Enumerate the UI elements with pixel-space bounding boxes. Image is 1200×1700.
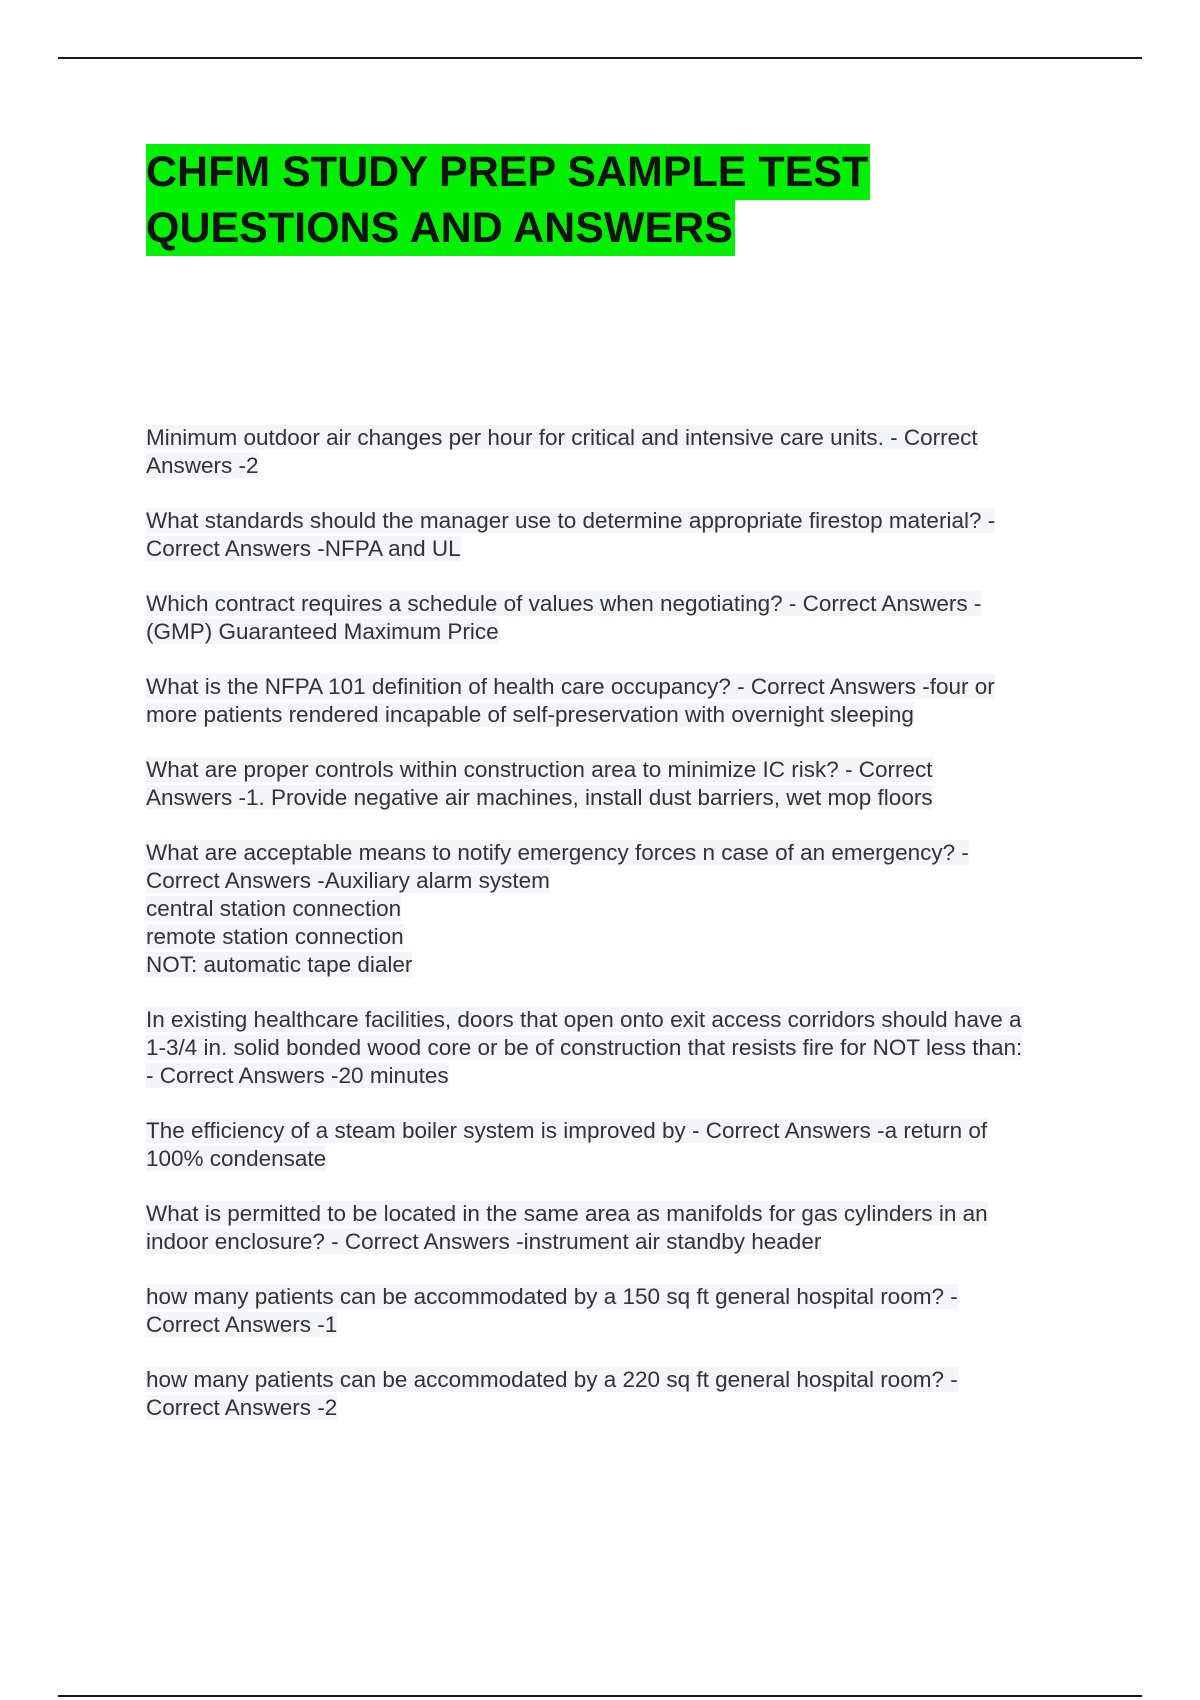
bottom-rule bbox=[58, 1695, 1142, 1697]
qa-item bbox=[146, 1283, 1096, 1339]
qa-item bbox=[146, 673, 1096, 729]
qa-line: how many patients can be accommodated by a 150 sq ft general hospital room? - bbox=[146, 1284, 958, 1309]
qa-line: central station connection bbox=[146, 896, 402, 921]
qa-line: (GMP) Guaranteed Maximum Price bbox=[146, 619, 499, 644]
qa-list bbox=[146, 424, 1096, 1449]
qa-item bbox=[146, 1117, 1096, 1173]
qa-line: In existing healthcare facilities, doors that open onto exit access corridors should have a bbox=[146, 1007, 1022, 1032]
qa-item bbox=[146, 1366, 1096, 1422]
qa-item bbox=[146, 756, 1096, 812]
qa-line: more patients rendered incapable of self-preservation with overnight sleeping bbox=[146, 702, 914, 727]
qa-item bbox=[146, 507, 1096, 563]
qa-line: remote station connection bbox=[146, 924, 404, 949]
qa-line: indoor enclosure? - Correct Answers -instrument air standby header bbox=[146, 1229, 822, 1254]
qa-line: What is permitted to be located in the same area as manifolds for gas cylinders in an bbox=[146, 1201, 988, 1226]
qa-item bbox=[146, 1006, 1096, 1090]
qa-line: Which contract requires a schedule of values when negotiating? - Correct Answers - bbox=[146, 591, 982, 616]
qa-line: What are proper controls within construction area to minimize IC risk? - Correct bbox=[146, 757, 933, 782]
qa-item bbox=[146, 424, 1096, 480]
qa-line: 100% condensate bbox=[146, 1146, 327, 1171]
qa-line: What is the NFPA 101 definition of health care occupancy? - Correct Answers -four or bbox=[146, 674, 995, 699]
qa-line: Answers -2 bbox=[146, 453, 259, 478]
top-rule bbox=[58, 57, 1142, 59]
qa-line: 1-3/4 in. solid bonded wood core or be of construction that resists fire for NOT less than: bbox=[146, 1035, 1023, 1060]
qa-line: NOT: automatic tape dialer bbox=[146, 952, 413, 977]
qa-line: Minimum outdoor air changes per hour for critical and intensive care units. - Correct bbox=[146, 425, 978, 450]
qa-line: The efficiency of a steam boiler system is improved by - Correct Answers -a return of bbox=[146, 1118, 988, 1143]
qa-line: how many patients can be accommodated by a 220 sq ft general hospital room? - bbox=[146, 1367, 958, 1392]
qa-line: - Correct Answers -20 minutes bbox=[146, 1063, 449, 1088]
qa-line: Correct Answers -NFPA and UL bbox=[146, 536, 461, 561]
qa-line: Correct Answers -Auxiliary alarm system bbox=[146, 868, 550, 893]
title-line: QUESTIONS AND ANSWERS bbox=[146, 200, 735, 256]
qa-item bbox=[146, 1200, 1096, 1256]
page-title bbox=[146, 144, 1046, 256]
qa-item bbox=[146, 590, 1096, 646]
qa-line: What are acceptable means to notify emergency forces n case of an emergency? - bbox=[146, 840, 969, 865]
qa-line: Correct Answers -1 bbox=[146, 1312, 338, 1337]
title-line: CHFM STUDY PREP SAMPLE TEST bbox=[146, 144, 870, 200]
qa-line: Correct Answers -2 bbox=[146, 1395, 338, 1420]
qa-item bbox=[146, 839, 1096, 979]
qa-line: Answers -1. Provide negative air machines, install dust barriers, wet mop floors bbox=[146, 785, 933, 810]
qa-line: What standards should the manager use to determine appropriate firestop material? - bbox=[146, 508, 996, 533]
